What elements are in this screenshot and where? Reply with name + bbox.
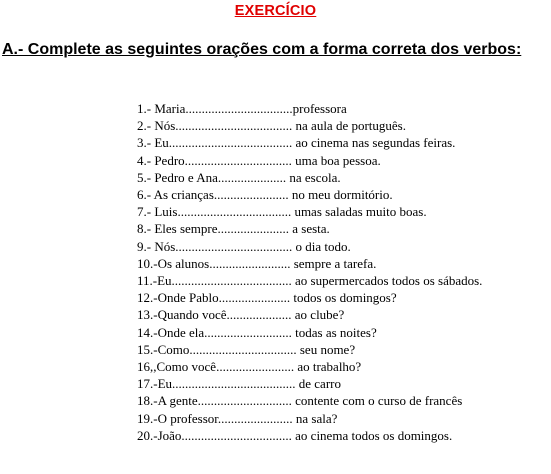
list-item: 12.-Onde Pablo...................... todos os domingos? [137,290,397,306]
list-item: 14.-Onde ela........................... todas as noites? [137,324,377,340]
exercise-list [137,100,551,444]
list-item: 3.- Eu...................................... ao cinema nas segundas feiras. [137,135,456,151]
list-item: 17.-Eu...................................... de carro [137,376,341,392]
list-item: 9.- Nós.................................... o dia todo. [137,238,351,254]
list-item: 1.- Maria.................................professora [137,101,347,116]
list-item: 8.- Eles sempre...................... a sesta. [137,221,330,237]
instructions-heading: A.- Complete as seguintes orações com a forma correta dos verbos: [2,41,522,58]
list-item: 4.- Pedro................................. uma boa pessoa. [137,152,381,168]
exercise-title: EXERCÍCIO [234,3,317,19]
list-item: 13.-Quando você.................... ao clube? [137,307,345,323]
list-item: 15.-Como................................. seu nome? [137,341,356,357]
list-item: 20.-João.................................. ao cinema todos os domingos. [137,427,453,443]
list-item: 7.- Luis................................... umas saladas muito boas. [137,204,427,220]
list-item: 19.-O professor....................... na sala? [137,410,338,426]
list-item: 6.- As crianças....................... no meu dormitório. [137,187,393,203]
list-item: 18.-A gente............................. contente com o curso de francês [137,393,463,409]
list-item: 10.-Os alunos......................... sempre a tarefa. [137,255,377,271]
list-item: 5.- Pedro e Ana..................... na escola. [137,169,341,185]
list-item: 2.- Nós.................................... na aula de português. [137,118,406,134]
list-item: 11.-Eu..................................... ao supermercados todos os sábados. [137,273,483,289]
list-item: 16,,Como você........................ ao trabalho? [137,359,362,375]
